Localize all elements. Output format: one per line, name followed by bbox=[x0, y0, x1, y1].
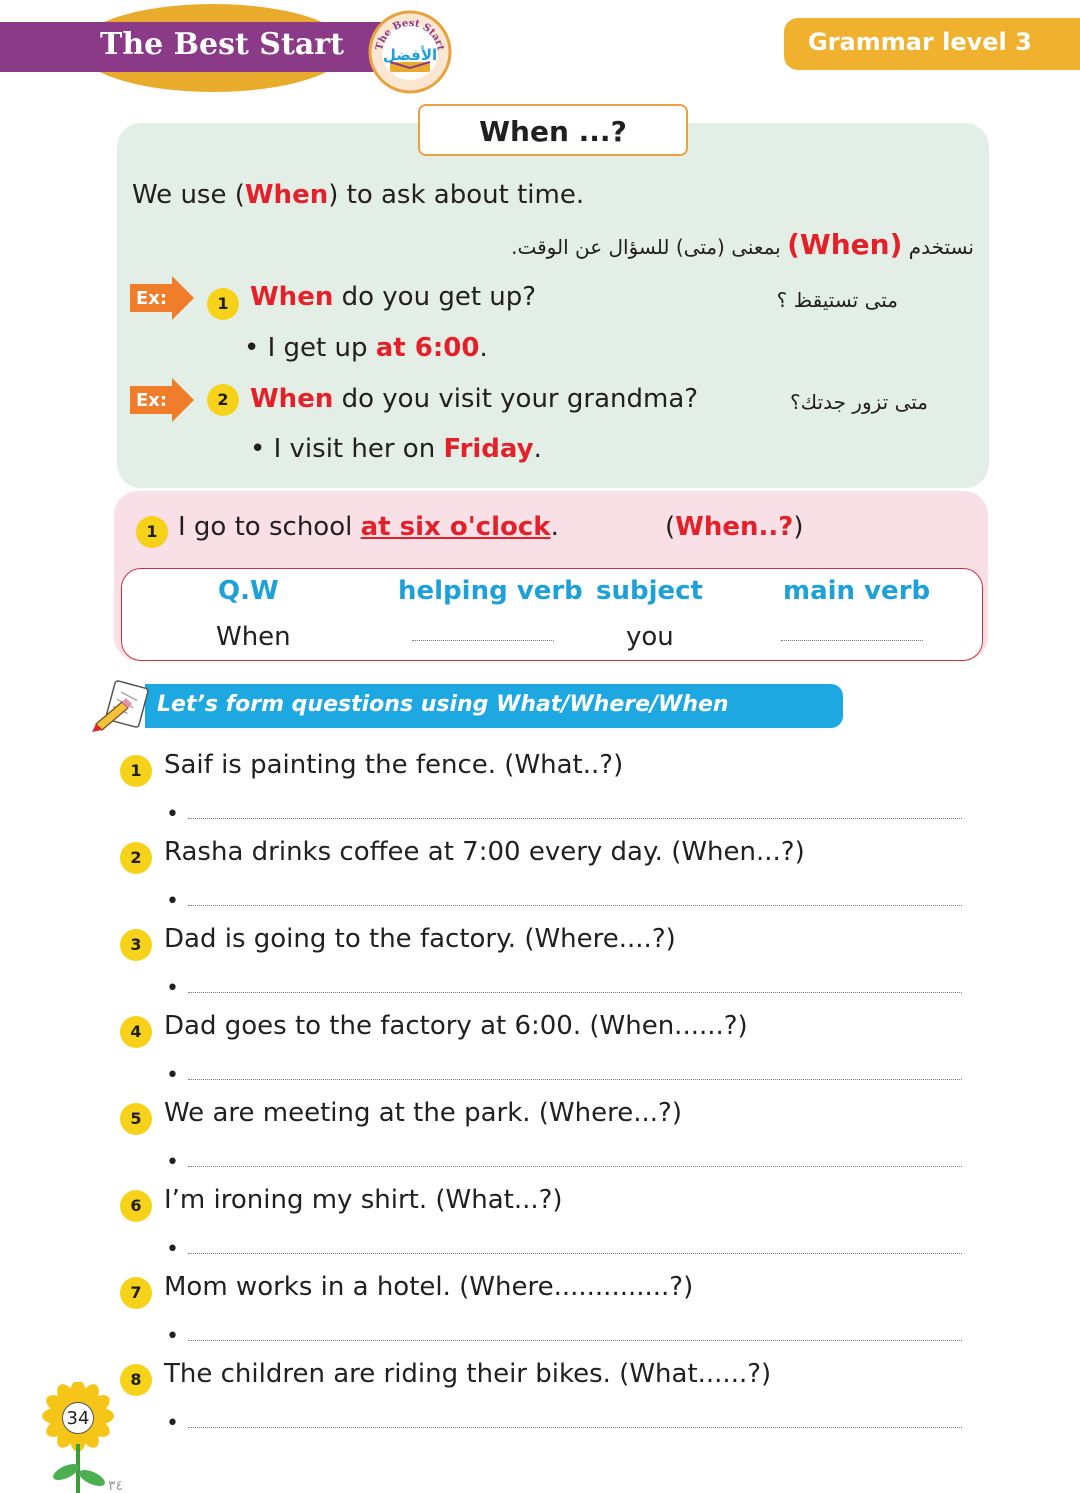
ex-arrow-icon bbox=[130, 378, 194, 422]
question-text: We are meeting at the park. (Where...?) bbox=[164, 1098, 682, 1128]
question-text: I’m ironing my shirt. (What...?) bbox=[164, 1185, 563, 1215]
pencil-icon bbox=[92, 680, 150, 732]
question-text: The children are riding their bikes. (What......?) bbox=[164, 1359, 772, 1389]
level-label: Grammar level 3 bbox=[808, 28, 1032, 56]
example-arabic: متى تستيقظ ؟ bbox=[776, 288, 898, 312]
answer-bullet: • bbox=[166, 1237, 179, 1262]
table-header: main verb bbox=[783, 576, 931, 606]
page-number: 34 bbox=[62, 1402, 94, 1434]
answer-blank[interactable] bbox=[781, 640, 923, 641]
example-number: 2 bbox=[207, 384, 239, 416]
answer-line[interactable] bbox=[188, 1253, 962, 1254]
rule-line: We use (When) to ask about time. bbox=[132, 180, 585, 210]
example-answer: • I get up at 6:00. bbox=[244, 333, 488, 363]
question-text: Rasha drinks coffee at 7:00 every day. (When...?) bbox=[164, 837, 805, 867]
exercise-title: Let’s form questions using What/Where/When bbox=[157, 692, 729, 717]
answer-line[interactable] bbox=[188, 1166, 962, 1167]
item-number: 1 bbox=[120, 755, 152, 787]
example-answer: • I visit her on Friday. bbox=[250, 434, 542, 464]
item-number: 8 bbox=[120, 1364, 152, 1396]
table-cell: When bbox=[216, 622, 291, 652]
answer-line[interactable] bbox=[188, 1079, 962, 1080]
item-number: 7 bbox=[120, 1277, 152, 1309]
item-number: 6 bbox=[120, 1190, 152, 1222]
answer-bullet: • bbox=[166, 889, 179, 914]
table-header: Q.W bbox=[218, 576, 279, 606]
table-cell: you bbox=[626, 622, 674, 652]
example-question: When do you visit your grandma? bbox=[250, 384, 699, 414]
answer-blank[interactable] bbox=[412, 640, 554, 641]
answer-bullet: • bbox=[166, 1324, 179, 1349]
table-header: helping verb bbox=[398, 576, 583, 606]
example-question: When do you get up? bbox=[250, 282, 537, 312]
item-number: 3 bbox=[120, 929, 152, 961]
practice-number: 1 bbox=[136, 516, 168, 548]
lesson-title: When ...? bbox=[418, 104, 688, 156]
answer-line[interactable] bbox=[188, 818, 962, 819]
logo-arabic: الأفضل bbox=[382, 46, 438, 64]
question-text: Dad is going to the factory. (Where....?) bbox=[164, 924, 676, 954]
item-number: 2 bbox=[120, 842, 152, 874]
practice-hint: (When..?) bbox=[665, 512, 804, 542]
svg-text:Ex:: Ex: bbox=[136, 390, 168, 411]
item-number: 4 bbox=[120, 1016, 152, 1048]
answer-bullet: • bbox=[166, 1150, 179, 1175]
answer-bullet: • bbox=[166, 802, 179, 827]
arabic-rule: نستخدم (When) بمعنى (متى) للسؤال عن الوقت. bbox=[511, 228, 974, 261]
answer-line[interactable] bbox=[188, 1427, 962, 1428]
question-text: Mom works in a hotel. (Where..............?) bbox=[164, 1272, 694, 1302]
answer-line[interactable] bbox=[188, 992, 962, 993]
example-arabic: متى تزور جدتك؟ bbox=[790, 390, 928, 414]
svg-text:Ex:: Ex: bbox=[136, 288, 168, 309]
answer-line[interactable] bbox=[188, 905, 962, 906]
answer-line[interactable] bbox=[188, 1340, 962, 1341]
ex-arrow-icon bbox=[130, 276, 194, 320]
question-text: Saif is painting the fence. (What..?) bbox=[164, 750, 624, 780]
answer-bullet: • bbox=[166, 1411, 179, 1436]
table-header: subject bbox=[596, 576, 703, 606]
practice-sentence: I go to school at six o'clock. bbox=[178, 512, 559, 542]
arabic-page-number: ٣٤ bbox=[108, 1478, 124, 1493]
logo-book-icon bbox=[368, 10, 452, 94]
answer-bullet: • bbox=[166, 976, 179, 1001]
logo-text: The Best Start bbox=[374, 17, 446, 52]
question-text: Dad goes to the factory at 6:00. (When......?) bbox=[164, 1011, 748, 1041]
sunflower-icon bbox=[38, 1382, 130, 1493]
answer-bullet: • bbox=[166, 1063, 179, 1088]
example-number: 1 bbox=[207, 288, 239, 320]
brand-title: The Best Start bbox=[100, 27, 344, 62]
item-number: 5 bbox=[120, 1103, 152, 1135]
